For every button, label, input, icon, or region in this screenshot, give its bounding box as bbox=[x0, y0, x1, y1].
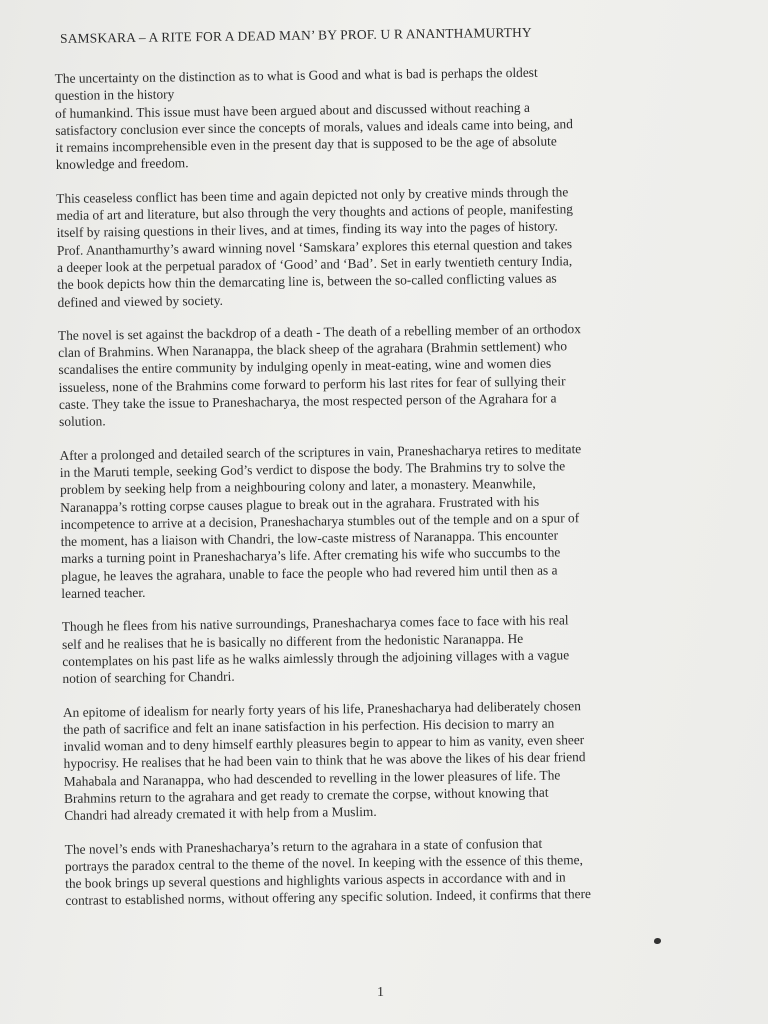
text-line: defined and viewed by society. bbox=[57, 292, 223, 310]
text-line: itself by raising questions in their lives, and at times, finding its way into the pages of history. bbox=[56, 218, 558, 241]
text-line: The novel’s ends with Praneshacharya’s return to the agrahara in a state of confusion that bbox=[64, 835, 543, 857]
text-line: the book depicts how thin the demarcating line is, between the so-called conflicting values as bbox=[57, 270, 557, 293]
text-line: the book brings up several questions and highlights various aspects in accordance with and in bbox=[65, 869, 566, 892]
text-line: marks a turning point in Praneshacharya’s life. After cremating his wife who succumbs to the bbox=[60, 544, 561, 567]
text-line: media of art and literature, but also through the very thoughts and actions of people, manifesting bbox=[56, 201, 573, 224]
text-line: in the Maruti temple, seeking God’s verdict to dispose the body. The Brahmins try to solve the bbox=[59, 458, 566, 480]
paragraph bbox=[56, 182, 680, 311]
text-line: contrast to established norms, without offering any specific solution. Indeed, it confirms that there bbox=[65, 886, 592, 909]
text-line: the moment, has a liaison with Chandri, the low-caste mistress of Naranappa. This encounter bbox=[60, 527, 559, 550]
text-line: self and he realises that he is basically no different from the hedonistic Naranappa. He bbox=[61, 630, 524, 652]
paragraph bbox=[59, 438, 683, 602]
text-line: issueless, none of the Brahmins come forward to perform his last rites for fear of sullying their bbox=[58, 373, 566, 395]
document-title: SAMSKARA – A RITE FOR A DEAD MAN’ BY PROF. U R ANANTHAMURTHY bbox=[60, 24, 532, 46]
text-line: problem by seeking help from a neighbouring colony and later, a monastery. Meanwhile, bbox=[59, 475, 536, 498]
text-line: Brahmins return to the agrahara and get ready to cremate the corpse, without knowing that bbox=[63, 784, 549, 806]
text-line: caste. They take the issue to Praneshacharya, the most respected person of the Agrahara for a bbox=[58, 390, 557, 413]
text-line: hypocrisy. He realises that he had been vain to think that he was above the likes of his dear friend bbox=[63, 749, 586, 772]
text-line: clan of Brahmins. When Naranappa, the black sheep of the agrahara (Brahmin settlement) who bbox=[58, 338, 568, 361]
paragraph bbox=[65, 832, 688, 909]
text-line: Chandri had already cremated it with help from a Muslim. bbox=[64, 804, 377, 824]
text-line: learned teacher. bbox=[61, 584, 146, 601]
text-line: This ceaseless conflict has been time and again depicted not only by creative minds through the bbox=[56, 184, 569, 206]
paragraph bbox=[63, 695, 687, 824]
ink-spot bbox=[654, 938, 661, 944]
paragraph bbox=[58, 319, 681, 431]
text-line: solution. bbox=[59, 413, 106, 430]
paragraph bbox=[55, 62, 678, 174]
text-line: scandalises the entire community by indulging openly in meat-eating, wine and women dies bbox=[58, 355, 552, 378]
text-line: Naranappa’s rotting corpse causes plague to break out in the agrahara. Frustrated with his bbox=[60, 493, 540, 515]
text-line: The novel is set against the backdrop of a death - The death of a rebelling member of an orthodox bbox=[57, 320, 581, 343]
text-line: incompetence to arrive at a decision, Praneshacharya stumbles out of the temple and on a spur of bbox=[60, 509, 580, 532]
paragraph bbox=[62, 610, 685, 687]
text-line: notion of searching for Chandri. bbox=[62, 668, 235, 687]
paragraph-container bbox=[55, 62, 688, 910]
text-line: invalid woman and to deny himself earthly pleasures begin to appear to him as vanity, even sheer bbox=[63, 732, 585, 755]
text-line: The uncertainty on the distinction as to what is Good and what is bad is perhaps the oldest bbox=[54, 64, 538, 86]
text-line: question in the history bbox=[54, 86, 175, 104]
page-number: 1 bbox=[377, 985, 384, 1000]
text-line: a deeper look at the perpetual paradox of ‘Good’ and ‘Bad’. Set in early twentieth century India, bbox=[57, 253, 573, 275]
text-line: After a prolonged and detailed search of the scriptures in vain, Praneshacharya retires to meditate bbox=[59, 440, 582, 463]
text-line: portrays the paradox central to the theme of the novel. In keeping with the essence of this theme, bbox=[64, 852, 583, 874]
text-line: of humankind. This issue must have been argued about and discussed without reaching a bbox=[54, 99, 530, 121]
text-line: the path of sacrifice and felt an inane satisfaction in his perfection. His decision to marry an bbox=[63, 715, 555, 737]
document-body bbox=[54, 22, 688, 926]
text-line: An epitome of idealism for nearly forty years of his life, Praneshacharya had deliberately chosen bbox=[62, 697, 581, 720]
text-line: Though he flees from his native surroundings, Praneshacharya comes face to face with his real bbox=[61, 612, 569, 635]
text-line: Prof. Ananthamurthy’s award winning novel ‘Samskara’ explores this eternal question and takes bbox=[56, 235, 573, 258]
text-line: knowledge and freedom. bbox=[55, 155, 189, 173]
text-line: plague, he leaves the agrahara, unable to face the people who had revered him until then as a bbox=[61, 562, 558, 584]
text-line: contemplates on his past life as he walks aimlessly through the adjoining villages with a vague bbox=[62, 647, 570, 669]
text-line: satisfactory conclusion ever since the concepts of morals, values and ideals came into being, and bbox=[55, 116, 573, 138]
text-line: it remains incomprehensible even in the present day that is supposed to be the age of absolute bbox=[55, 133, 557, 156]
text-line: Mahabala and Naranappa, who had descended to revelling in the lower pleasures of life. The bbox=[63, 767, 561, 789]
